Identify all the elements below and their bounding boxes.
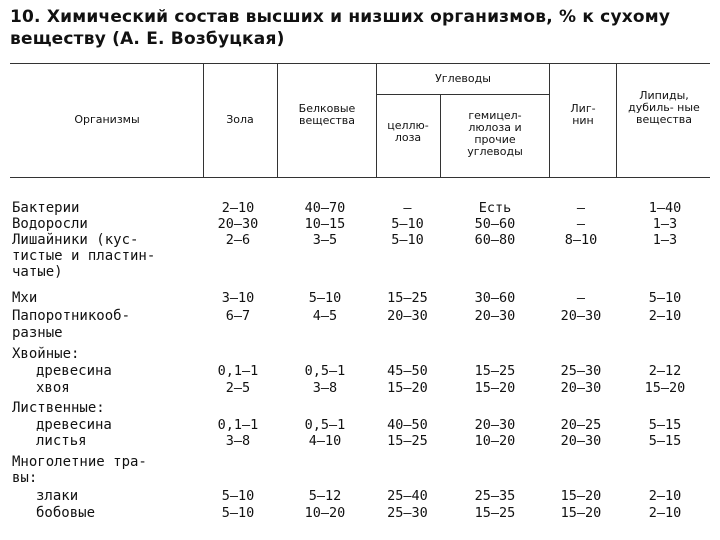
cell-ash: 20—30 (217, 216, 259, 232)
cell-hemicellulose: 15—25 (474, 363, 516, 379)
header-ash: Зола (226, 113, 254, 126)
header-cellulose: целлю- лоза (387, 119, 429, 144)
row-label: Лишайники (кус- (12, 232, 139, 248)
cell-hemicellulose: 25—35 (474, 488, 516, 504)
group-label: Хвойные: (12, 346, 80, 362)
cell-lignin: — (576, 200, 586, 216)
cell-lipids: 5—15 (648, 417, 682, 433)
cell-lignin: 20—25 (560, 417, 602, 433)
header-bottom-rule (10, 177, 710, 178)
cell-ash: 2—6 (225, 232, 251, 248)
row-label: листья (36, 433, 87, 449)
cell-lignin: 15—20 (560, 488, 602, 504)
cell-ash: 5—10 (221, 488, 255, 504)
cell-cellulose: 5—10 (391, 216, 424, 232)
row-label: хвоя (36, 380, 70, 396)
cell-lignin: 20—30 (560, 380, 602, 396)
header-organisms: Организмы (74, 113, 140, 126)
row-label: бобовые (36, 505, 96, 521)
cell-protein: 3—8 (312, 380, 338, 396)
title-line-2: веществу (А. Е. Возбуцкая) (10, 29, 285, 49)
row-label: Водоросли (12, 216, 88, 232)
row-label: Бактерии (12, 200, 80, 216)
cell-protein: 5—12 (308, 488, 342, 504)
cell-ash: 5—10 (221, 505, 255, 521)
cell-lipids: 2—10 (648, 308, 682, 324)
cell-lipids: 2—12 (648, 363, 682, 379)
col-divider-4 (440, 94, 441, 177)
cell-hemicellulose: Есть (478, 200, 512, 216)
header-lignin: Лиг- нин (570, 102, 596, 127)
cell-ash: 6—7 (225, 308, 251, 324)
col-divider-6 (616, 63, 617, 177)
header-protein: Белковые вещества (298, 102, 356, 127)
cell-hemicellulose: 60—80 (474, 232, 516, 248)
header-carbs-group: Углеводы (435, 72, 491, 85)
cell-cellulose: — (403, 200, 412, 216)
cell-hemicellulose: 20—30 (474, 308, 516, 324)
col-divider-2 (277, 63, 278, 177)
cell-ash: 2—10 (221, 200, 255, 216)
group-label: Многолетние тра- (12, 454, 147, 470)
cell-lignin: — (576, 290, 586, 306)
cell-cellulose: 45—50 (387, 363, 428, 379)
col-divider-5 (549, 63, 550, 177)
cell-lignin: 8—10 (564, 232, 598, 248)
cell-cellulose: 20—30 (387, 308, 428, 324)
cell-cellulose: 25—30 (387, 505, 428, 521)
cell-lignin: 20—30 (560, 433, 602, 449)
cell-protein: 0,5—1 (304, 417, 346, 433)
cell-ash: 3—10 (221, 290, 255, 306)
cell-hemicellulose: 20—30 (474, 417, 516, 433)
table-title (10, 6, 715, 50)
row-label: древесина (36, 363, 112, 379)
header-hemicellulose: гемицел- люлоза и прочие углеводы (467, 109, 523, 158)
row-label: злаки (36, 488, 79, 504)
group-label: Лиственные: (12, 400, 105, 416)
cell-cellulose: 25—40 (387, 488, 428, 504)
cell-cellulose: 40—50 (387, 417, 428, 433)
cell-protein: 4—5 (312, 308, 338, 324)
cell-lignin: — (576, 216, 586, 232)
cell-lignin: 25—30 (560, 363, 602, 379)
cell-protein: 5—10 (308, 290, 342, 306)
cell-hemicellulose: 30—60 (474, 290, 516, 306)
row-label: древесина (36, 417, 112, 433)
cell-ash: 0,1—1 (217, 417, 259, 433)
cell-protein: 10—15 (304, 216, 346, 232)
cell-hemicellulose: 10—20 (474, 433, 516, 449)
row-label-continued: чатые) (12, 264, 63, 280)
cell-protein: 10—20 (304, 505, 346, 521)
cell-lipids: 1—3 (652, 216, 678, 232)
cell-cellulose: 5—10 (391, 232, 424, 248)
cell-ash: 0,1—1 (217, 363, 259, 379)
row-label-continued: разные (12, 325, 63, 341)
cell-lignin: 20—30 (560, 308, 602, 324)
cell-protein: 3—5 (312, 232, 338, 248)
row-label-continued: тистые и пластин- (12, 248, 156, 264)
cell-lipids: 1—40 (648, 200, 682, 216)
cell-protein: 4—10 (308, 433, 342, 449)
cell-lipids: 15—20 (644, 380, 686, 396)
cell-lipids: 2—10 (648, 505, 682, 521)
cell-hemicellulose: 15—20 (474, 380, 516, 396)
row-label: Мхи (12, 290, 38, 306)
cell-ash: 3—8 (225, 433, 251, 449)
header-lipids: Липиды, дубиль- ные вещества (628, 89, 700, 126)
carbs-subheader-rule (376, 94, 549, 95)
group-label-continued: вы: (12, 470, 38, 486)
cell-lignin: 15—20 (560, 505, 602, 521)
row-label: Папоротникооб- (12, 308, 131, 324)
cell-cellulose: 15—25 (387, 290, 428, 306)
cell-hemicellulose: 50—60 (474, 216, 516, 232)
cell-cellulose: 15—20 (387, 380, 428, 396)
cell-lipids: 5—10 (648, 290, 682, 306)
cell-cellulose: 15—25 (387, 433, 428, 449)
cell-hemicellulose: 15—25 (474, 505, 516, 521)
cell-ash: 2—5 (225, 380, 251, 396)
cell-protein: 0,5—1 (304, 363, 346, 379)
cell-lipids: 5—15 (648, 433, 682, 449)
cell-protein: 40—70 (304, 200, 346, 216)
cell-lipids: 2—10 (648, 488, 682, 504)
title-line-1: 10. Химический состав высших и низших организмов, % к сухому (10, 7, 671, 27)
table-top-rule (10, 63, 710, 64)
cell-lipids: 1—3 (652, 232, 678, 248)
